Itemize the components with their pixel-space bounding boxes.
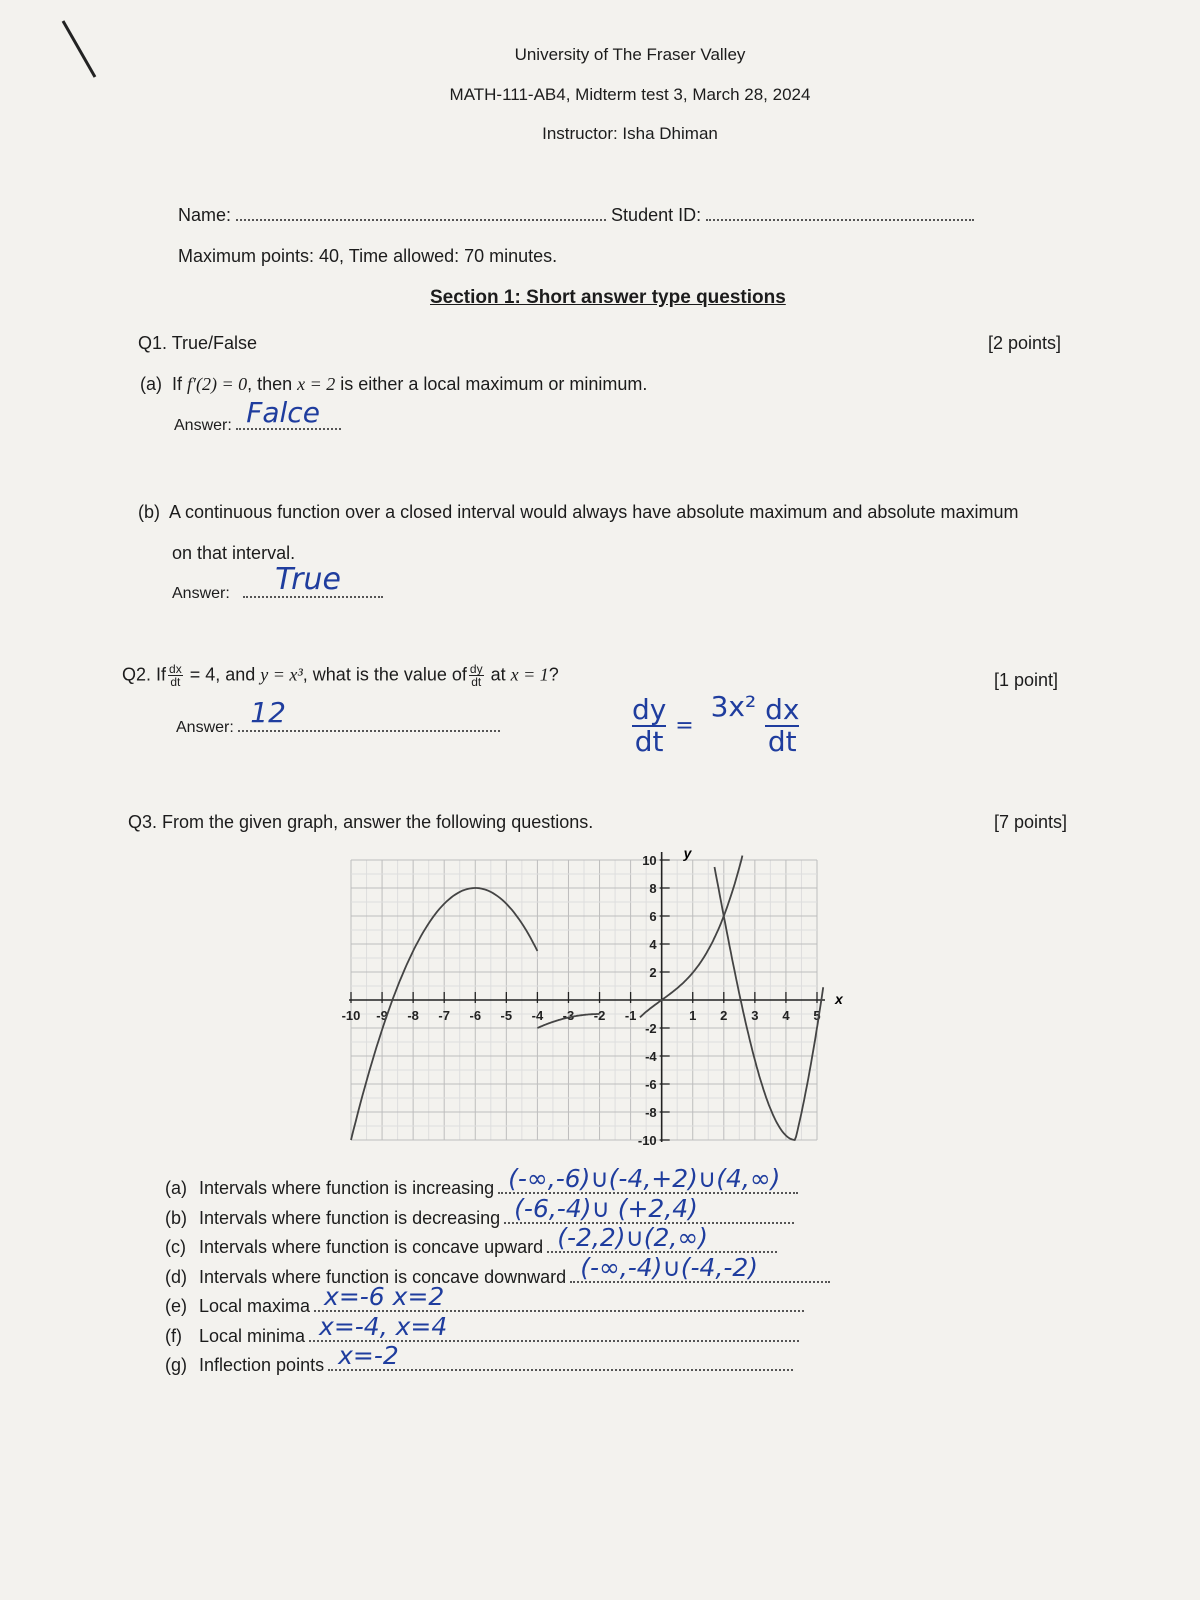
q3-handwritten-answer: (-∞,-4)∪(-4,-2) <box>580 1252 759 1282</box>
name-field <box>178 205 974 226</box>
y-tick-label: -8 <box>645 1105 657 1120</box>
name-blank[interactable] <box>236 205 606 221</box>
q3-item-label: (e) <box>165 1296 187 1316</box>
function-graph <box>335 848 865 1168</box>
q1b-text: A continuous function over a closed interval would always have absolute maximum and absolute maximum <box>169 502 1019 522</box>
q3-item-label: (a) <box>165 1178 187 1198</box>
x-axis-label: x <box>835 991 843 1007</box>
answer-blank[interactable] <box>547 1223 777 1253</box>
x-tick-label: -10 <box>341 1008 361 1023</box>
work-lhs-num: dy <box>632 693 667 726</box>
q3-item-a <box>165 1164 798 1199</box>
q2-handwritten-work <box>632 690 799 757</box>
q1a-text-mid: , then <box>247 374 298 394</box>
q3-item-text: Intervals where function is decreasing <box>199 1207 501 1228</box>
y-tick-label: 10 <box>642 853 657 868</box>
q1a-fprime: f′(2) = 0 <box>187 374 248 394</box>
x-tick-label: 3 <box>751 1008 759 1023</box>
q1a-text-pre: If <box>172 374 188 394</box>
answer-blank[interactable] <box>236 396 341 430</box>
q3-handwritten-answer: x=-4, x=4 <box>319 1311 448 1341</box>
work-eq: = <box>675 713 694 739</box>
y-tick-label: -4 <box>645 1049 657 1064</box>
q1b-question-line1 <box>138 502 1018 523</box>
curve-piece-right <box>715 867 824 1140</box>
y-tick-label: 4 <box>649 937 657 952</box>
x-tick-label: 1 <box>689 1008 697 1023</box>
q3-item-text: Intervals where function is increasing <box>199 1178 495 1198</box>
q1b-answer-row <box>172 562 383 603</box>
q2-prefix: Q2. If <box>122 664 167 685</box>
q3-item-text: Intervals where function is concave downward <box>199 1266 567 1287</box>
work-rhs-num: dx <box>765 693 800 726</box>
x-tick-label: -5 <box>500 1008 513 1023</box>
y-tick-label: 6 <box>649 909 657 924</box>
answer-blank[interactable] <box>498 1164 798 1194</box>
student-id-label: Student ID: <box>611 205 702 225</box>
q2-answer-row <box>176 696 500 737</box>
y-tick-label: -10 <box>637 1133 657 1148</box>
q2-question <box>122 663 559 688</box>
q3-title: Q3. From the given graph, answer the following questions. <box>128 812 594 832</box>
work-rhs-den: dt <box>767 725 797 758</box>
q2-end: ? <box>548 664 559 685</box>
q1b-label: (b) <box>138 502 160 522</box>
x-tick-label: -7 <box>438 1008 450 1023</box>
q3-points: [7 points] <box>994 812 1068 832</box>
answer-blank[interactable] <box>309 1311 799 1342</box>
x-tick-label: -9 <box>376 1008 388 1023</box>
answer-label: Answer: <box>174 417 232 434</box>
graph-curve <box>351 856 823 1140</box>
q3-item-text: Local maxima <box>199 1296 311 1316</box>
q3-handwritten-answer: x=-6 x=2 <box>324 1282 445 1311</box>
frac-num: dx <box>169 662 182 676</box>
q3-handwritten-answer: (-2,2)∪(2,∞) <box>557 1223 708 1252</box>
q1a-label: (a) <box>140 374 162 394</box>
q3-item-label: (b) <box>165 1207 187 1228</box>
x-tick-label: -3 <box>562 1008 575 1023</box>
q1-title: Q1. True/False <box>138 333 258 353</box>
q1-points: [2 points] <box>988 333 1062 353</box>
q2-points: [1 point] <box>994 670 1059 690</box>
name-label: Name: <box>178 205 232 225</box>
q2-mid1: = 4, and <box>184 664 261 685</box>
work-lhs-den: dt <box>634 725 664 758</box>
q3-item-d <box>165 1252 830 1288</box>
q3-item-f <box>165 1311 799 1347</box>
q2-mid3: at <box>485 664 511 685</box>
q2-handwritten-answer: 12 <box>250 696 286 729</box>
q2-dxdt-fraction <box>168 663 183 688</box>
q3-item-label: (c) <box>165 1237 186 1257</box>
x-tick-label: -2 <box>593 1008 606 1023</box>
answer-blank[interactable] <box>328 1341 793 1371</box>
q2-eq: y = x³ <box>260 664 303 685</box>
q2-mid2: , what is the value of <box>302 664 467 685</box>
x-tick-label: 4 <box>782 1008 790 1023</box>
q3-item-g <box>165 1341 793 1376</box>
student-id-blank[interactable] <box>706 205 974 221</box>
frac-den: dt <box>471 675 482 689</box>
q3-handwritten-answer: (-∞,-6)∪(-4,+2)∪(4,∞) <box>508 1164 781 1193</box>
university-title: University of The Fraser Valley <box>514 45 746 64</box>
frac-num: dy <box>469 662 483 676</box>
y-tick-label: -2 <box>645 1021 657 1036</box>
work-rhs: 3x² <box>710 690 757 723</box>
q2-xeq: x = 1 <box>510 664 549 685</box>
x-tick-label: 5 <box>813 1008 821 1023</box>
y-tick-label: 2 <box>649 965 657 980</box>
answer-label: Answer: <box>172 585 230 602</box>
x-tick-label: -4 <box>531 1008 544 1023</box>
q1a-handwritten-answer: Falce <box>246 396 320 429</box>
q3-handwritten-answer: x=-2 <box>338 1341 399 1370</box>
q1a-x: x = 2 <box>297 374 336 394</box>
answer-blank[interactable] <box>243 562 383 598</box>
answer-blank[interactable] <box>314 1282 804 1312</box>
answer-blank[interactable] <box>504 1193 794 1224</box>
answer-blank[interactable] <box>238 696 500 732</box>
instructor-line: Instructor: Isha Dhiman <box>542 124 718 143</box>
y-tick-label: -6 <box>645 1077 657 1092</box>
q3-handwritten-answer: (-6,-4)∪ (+2,4) <box>514 1193 698 1223</box>
y-tick-label: 8 <box>649 881 657 896</box>
x-tick-label: 2 <box>720 1008 728 1023</box>
q3-item-label: (d) <box>165 1266 187 1287</box>
q3-item-label: (g) <box>165 1355 187 1375</box>
answer-label: Answer: <box>176 719 234 736</box>
q3-item-text: Inflection points <box>199 1355 325 1375</box>
exam-info: Maximum points: 40, Time allowed: 70 minutes. <box>178 246 558 266</box>
x-tick-label: -8 <box>407 1008 419 1023</box>
q3-item-text: Local minima <box>199 1325 306 1346</box>
q1a-text-post: is either a local maximum or minimum. <box>335 374 648 394</box>
x-tick-label: -1 <box>624 1008 637 1023</box>
q1b-question-line2: on that interval. <box>172 543 296 563</box>
answer-blank[interactable] <box>570 1252 830 1283</box>
y-axis-label: y <box>683 848 692 861</box>
q3-item-label: (f) <box>165 1325 182 1346</box>
q1a-question <box>140 374 647 395</box>
q3-item-e <box>165 1282 804 1317</box>
q3-item-text: Intervals where function is concave upward <box>199 1237 544 1257</box>
section-title: Section 1: Short answer type questions <box>430 287 786 308</box>
q1b-handwritten-answer: True <box>275 562 341 597</box>
q2-dydt-fraction <box>469 663 484 688</box>
frac-den: dt <box>170 675 181 689</box>
course-title: MATH-111-AB4, Midterm test 3, March 28, 2024 <box>449 85 811 104</box>
x-tick-label: -6 <box>469 1008 482 1023</box>
q1a-answer-row <box>174 396 341 435</box>
